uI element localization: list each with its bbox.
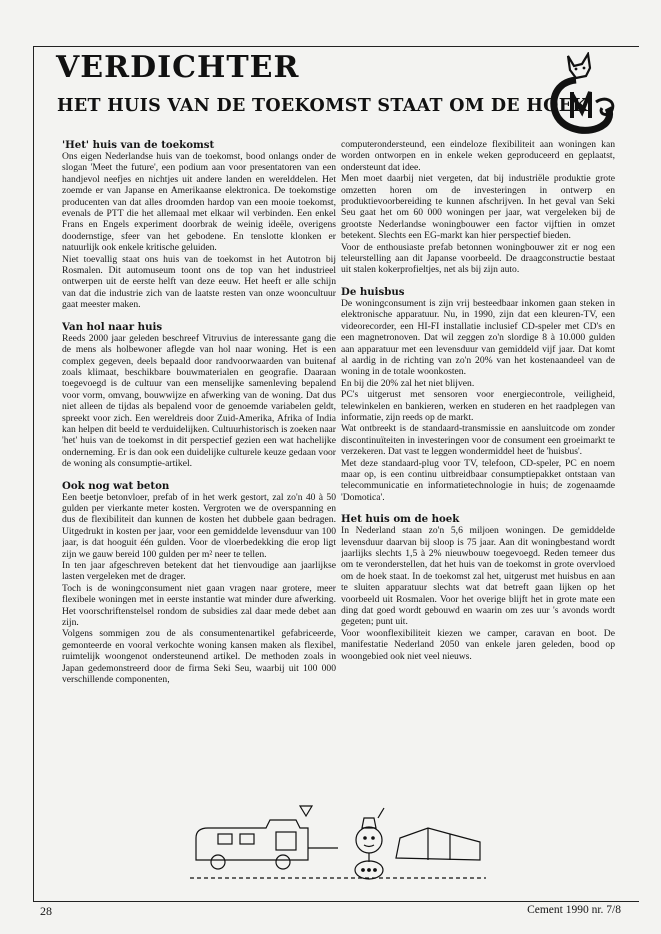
- paragraph: Toch is de woningconsument niet gaan vragen naar grotere, meer flexibele woningen met in eerste instantie wat minder dure afwerking. Het voorschriftenstelsel rondom de subsidies zal daar mede debet aan zijn.: [62, 582, 336, 629]
- right-column: [341, 139, 615, 699]
- camper-house-sketch-illustration: [188, 798, 488, 888]
- paragraph: Ons eigen Nederlandse huis van de toekomst, bood onlangs onder de slogan 'Meet the future', een podium aan voor presentatoren van een handjevol neefjes en nichtjes uit andere landen en werelddelen. Het zoemde er van Japanse en Amerikaanse elektronica. De toekomstige producenten van dat alles droomden hardop van een mooie toekomst, evenals de PTT die het allemaal met elkaar wil verbinden. Een enkel Frans en Engels experiment doorbrak de weinig ideële, overigens doodernstige, sfeer van het gebodene. En tenslotte klonken er natuurlijk ook enkele kritische geluiden.: [62, 151, 336, 254]
- paragraph: Voor de enthousiaste prefab betonnen woningbouwer zit er nog een teleurstelling aan dit Japanse voorbeeld. De draagconstructie bestaat uit stalen kokerprofieltjes, net als bij zijn auto.: [341, 241, 615, 276]
- paragraph: PC's uitgerust met sensoren voor energiecontrole, veiligheid, telewinkelen en bankieren, werken en studeren en het raadplegen van informatie, zijn reeds op de markt.: [341, 389, 615, 423]
- section-heading: Het huis om de hoek: [341, 513, 460, 526]
- paragraph: computerondersteund, een eindeloze flexibiliteit aan woningen kan worden ontworpen en in enkele weken geproduceerd en geplaatst, ondersteunt dat idee.: [341, 139, 615, 173]
- left-column: [62, 139, 336, 741]
- columnist-logo-icon: [546, 52, 626, 138]
- paragraph: Wat ontbreekt is de standaard-transmissie en aansluitcode om zonder discontinuïteiten in investeringen voor de consument een groeimarkt te verzekeren. Dat vast te leggen wondermiddel heet de 'huisbus'.: [341, 423, 615, 458]
- issue-reference: Cement 1990 nr. 7/8: [527, 904, 621, 916]
- column-title: VERDICHTER: [56, 50, 300, 85]
- paragraph: Een beetje betonvloer, prefab of in het werk gestort, zal zo'n 40 à 50 gulden per vierkante meter kosten. Vergroten we de overspanning en dus de flexibiliteit dan kunnen de kosten het dubbele gaan bedragen. Uitgedrukt in kosten per jaar, voor een gemiddelde levensduur van 100 jaar, is dat hooguit één gulden. Voor de vloerbedekking die erop ligt zijn we gauw bereid 100 gulden per m² neer te tellen.: [62, 491, 336, 560]
- paragraph: De woningconsument is zijn vrij besteedbaar inkomen gaan steken in elektronische apparatuur. Nu, in 1990, zijn dat een kleuren-TV, een videorecorder, een HI-FI installatie inclusief CD-speler met CD's en een magnetronoven. Dat wil zeggen zo'n slordige 8 à 10.000 gulden aan apparatuur met een levensduur van gemiddeld vijf jaar. Dat komt al aardig in de richting van zo'n 20% van het kostenaandeel van de woning in de totale woonkosten.: [341, 297, 615, 378]
- section-heading: Van hol naar huis: [62, 320, 163, 333]
- section-heading: Ook nog wat beton: [62, 479, 170, 492]
- paragraph: Men moet daarbij niet vergeten, dat bij industriële produktie grote omzetten horen om de investeringen in ontwerp en produktievoorbereiding te kunnen afschrijven. In het geval van Seki Seu gaat het om 60 000 woningen per jaar, wat vergeleken bij de grootste Nederlandse woningbouwer een factor vijftien in omzet betekent. Slechts een EG-markt kan hier perspectief bieden.: [341, 173, 615, 242]
- section-heading: De huisbus: [341, 285, 405, 298]
- paragraph: Met deze standaard-plug voor TV, telefoon, CD-speler, PC en noem maar op, is een continu uitbreidbaar consumptiepakket ontstaan van telecommunicatie en informatietechnologie in huis; de zogenaamde 'Domotica'.: [341, 457, 615, 503]
- paragraph: Reeds 2000 jaar geleden beschreef Vitruvius de interessante gang die de mens als holbewoner aflegde van hol naar woning. Het is een complex gegeven, deels bepaald door randvoorwaarden van buitenaf zoals klimaat, beschikbare bouwmaterialen en geografie. Daaraan toegevoegd is de cultuur van een menselijke samenleving bepalend voor vorm, omvang, bouwwijze en afwerking van de woning. Dat dus niet alleen de tijdas als bepalend voor de genoemde variabelen geldt, spreekt voor zich. Een wereldreis door Zuid-Amerika, Afrika of India kan helpen dit beeld te verduidelijken. Cultuurhistorisch is zoeken naar 'het' huis van de toekomst in dit perspectief gezien een wat hachelijke onderneming. Er is dan ook een duidelijke culturele keuze gedaan voor de woning als consumptie-artikel.: [62, 332, 336, 470]
- paragraph: Volgens sommigen zou de als consumentenartikel gefabriceerde, gemonteerde en vooral verkochte woning kansen maken als flexibel, ruimtelijk woongenot ondersteunend artikel. De methoden zoals in Japan gedemonstreerd door de firma Seki Seu, waarbij uit 100 000 verschillende componenten,: [62, 628, 336, 686]
- paragraph: In ten jaar afgeschreven betekent dat het tienvoudige aan jaarlijkse lasten vergeleken met de drager.: [62, 560, 336, 583]
- section-heading: 'Het' huis van de toekomst: [62, 139, 215, 151]
- page-number: 28: [40, 904, 52, 918]
- article-headline: HET HUIS VAN DE TOEKOMST STAAT OM DE HOEK: [57, 96, 588, 116]
- frame-left-rule: [33, 46, 34, 901]
- frame-top-rule: [33, 46, 639, 47]
- frame-bottom-rule: [33, 901, 639, 902]
- paragraph: Voor woonflexibiliteit kiezen we camper, caravan en boot. De manifestatie Nederland 2050 van enkele jaren geleden, bood op woongebied ook niet veel nieuws.: [341, 627, 615, 662]
- paragraph: En bij die 20% zal het niet blijven.: [341, 377, 475, 389]
- paragraph: In Nederland staan zo'n 5,6 miljoen woningen. De gemiddelde levensduur daarvan bij sloop is 75 jaar. Aan dit woningbestand wordt jaarlijks slechts 1,5 à 2% nieuwbouw toegevoegd. Reden temeer dus om te veronderstellen, dat het huis van de toekomst in grote overvloed om de hoek staat. In de toekomst zal het, uitgerust met huisbus en aan te sluiten apparatuur slechts wat dat betreft gaan lijken op het voorbeeld uit Rosmalen. Voor het overige blijft het in grote mate een ding dat goed wordt gebouwd en waarin om zes uur 's avonds wordt gegeten; punt uit.: [341, 525, 615, 628]
- paragraph: Niet toevallig staat ons huis van de toekomst in het Autotron bij Rosmalen. Dit automuseum toont ons de top van het industrieel ontwerpen uit de eerste helft van deze eeuw. Het heeft er alle schijn van dat die industrie zich van de laatste resten van onze wooncultuur gaat meester maken.: [62, 253, 336, 311]
